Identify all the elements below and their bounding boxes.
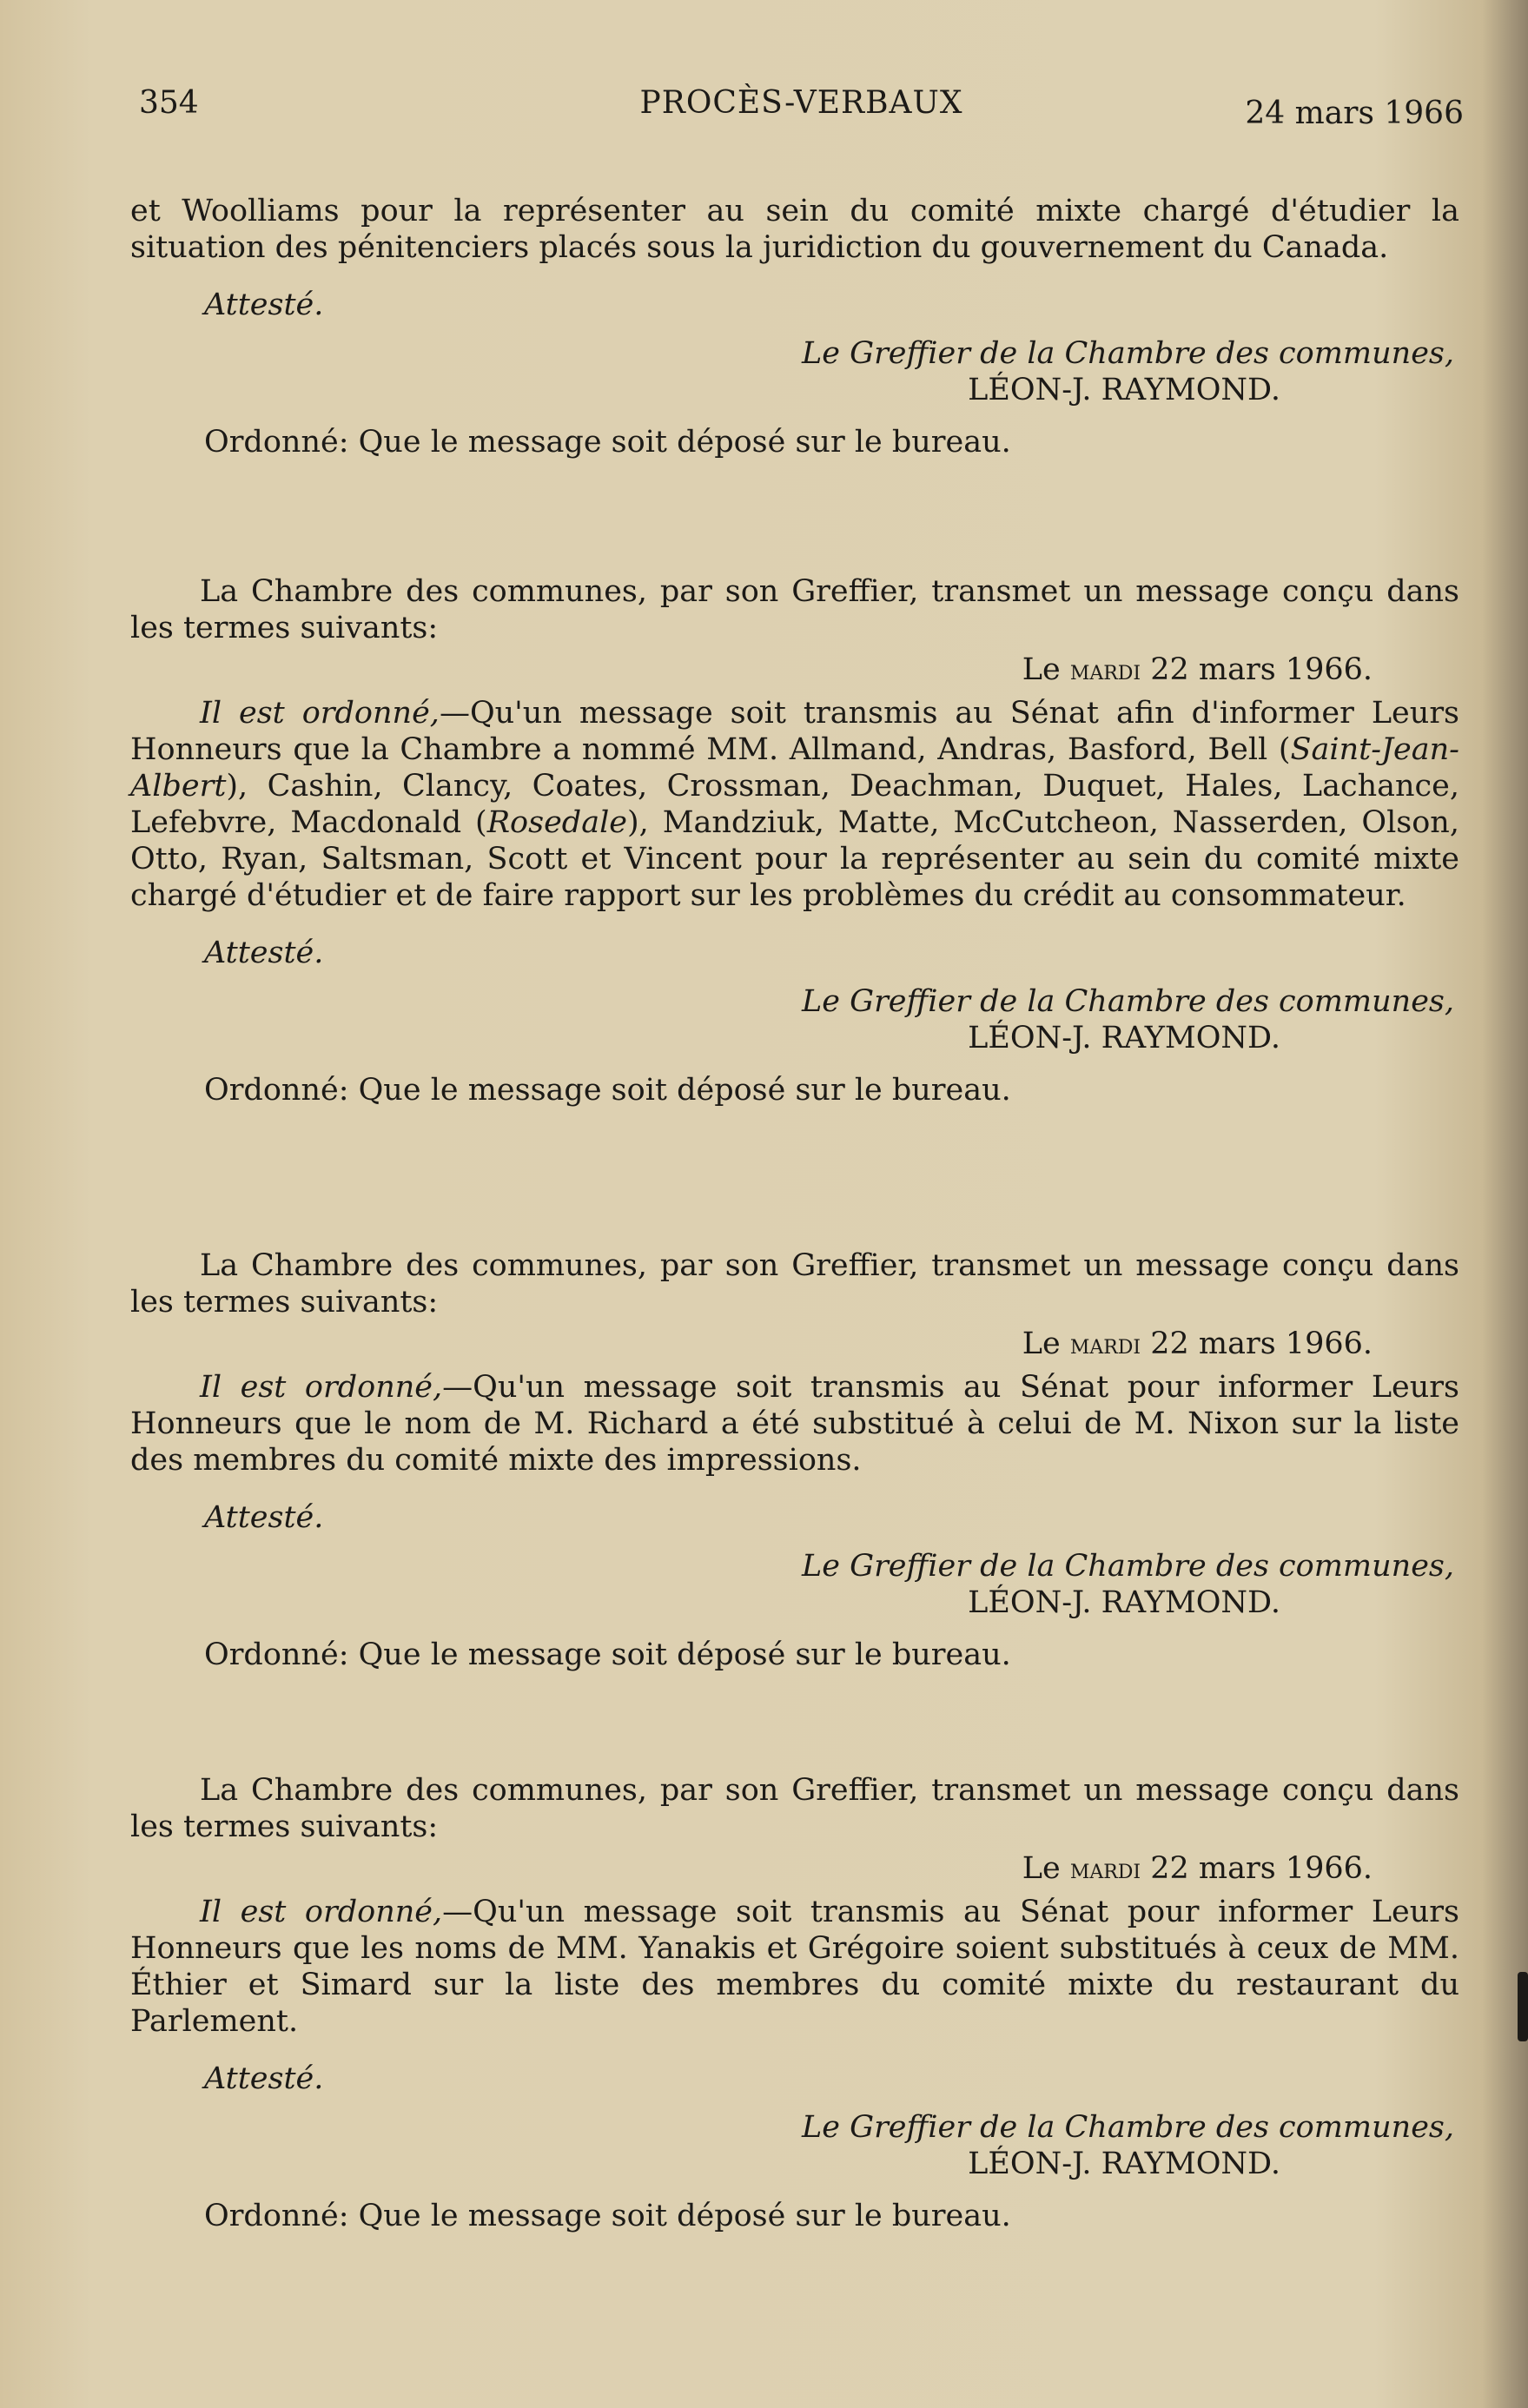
message-block — [130, 573, 1459, 1108]
header-date: 24 mars 1966 — [1245, 96, 1464, 131]
signature-name: LÉON-J. RAYMOND. — [968, 2147, 1280, 2181]
message-block — [130, 1247, 1459, 1673]
intro-block — [130, 193, 1459, 460]
signature-role: Le Greffier de la Chambre des communes, — [802, 2110, 1454, 2145]
attest-label: Attesté. — [204, 288, 324, 322]
message-date: Le mardi 22 mars 1966. — [1022, 1851, 1373, 1886]
signature-block — [130, 1548, 1459, 1621]
signature-block — [130, 2109, 1459, 2182]
attest-label: Attesté. — [204, 2061, 324, 2096]
message-intro: La Chambre des communes, par son Greffier, transmet un message conçu dans les termes suivants: — [130, 1773, 1459, 1844]
intro-paragraph: et Woolliams pour la représenter au sein du comité mixte chargé d'étudier la situation des pénitenciers placés sous la juridiction du gouvernement du Canada. — [130, 194, 1459, 265]
signature-role: Le Greffier de la Chambre des communes, — [802, 984, 1454, 1019]
signature-role: Le Greffier de la Chambre des communes, — [802, 336, 1454, 371]
signature-role: Le Greffier de la Chambre des communes, — [802, 1549, 1454, 1584]
message-date: Le mardi 22 mars 1966. — [1022, 1326, 1373, 1361]
page-header — [139, 85, 1464, 137]
signature-name: LÉON-J. RAYMOND. — [968, 373, 1280, 407]
message-intro: La Chambre des communes, par son Greffier, transmet un message conçu dans les termes suivants: — [130, 574, 1459, 645]
order-line: Ordonné: Que le message soit déposé sur le bureau. — [204, 425, 1011, 460]
message-block — [130, 1772, 1459, 2234]
message-body: Il est ordonné,—Qu'un message soit transmis au Sénat pour informer Leurs Honneurs que les noms de MM. Yanakis et Grégoire soient substitués à ceux de MM. Éthier et Simard sur la liste des membres du comité mixte du restaurant du Parlement. — [130, 1895, 1460, 2039]
running-title: PROCÈS-VERBAUX — [639, 85, 963, 121]
signature-block — [130, 335, 1459, 408]
order-line: Ordonné: Que le message soit déposé sur le bureau. — [204, 1073, 1011, 1108]
signature-block — [130, 983, 1459, 1056]
order-line: Ordonné: Que le message soit déposé sur le bureau. — [204, 2199, 1011, 2233]
attest-label: Attesté. — [204, 936, 324, 970]
signature-name: LÉON-J. RAYMOND. — [968, 1585, 1280, 1620]
message-intro: La Chambre des communes, par son Greffier, transmet un message conçu dans les termes suivants: — [130, 1248, 1459, 1320]
message-body: Il est ordonné,—Qu'un message soit transmis au Sénat pour informer Leurs Honneurs que le nom de M. Richard a été substitué à celui de M. Nixon sur la liste des membres du comité mixte des impressions. — [130, 1370, 1460, 1478]
binding-mark — [1518, 1972, 1528, 2041]
message-date: Le mardi 22 mars 1966. — [1022, 652, 1373, 687]
order-line: Ordonné: Que le message soit déposé sur le bureau. — [204, 1637, 1011, 1672]
message-body: Il est ordonné,—Qu'un message soit transmis au Sénat afin d'informer Leurs Honneurs que la Chambre a nommé MM. Allmand, Andras, Basford, Bell (Saint-Jean-Albert), Cashin, Clancy, Coates, Crossman, Deachman, Duquet, Hales, Lachance, Lefebvre, Macdonald (Rosedale), Mandziuk, Matte, McCutcheon, Nasserden, Olson, Otto, Ryan, Saltsman, Scott et Vincent pour la représenter au sein du comité mixte chargé d'étudier et de faire rapport sur les problèmes du crédit au consommateur. — [130, 696, 1460, 913]
signature-name: LÉON-J. RAYMOND. — [968, 1021, 1280, 1055]
attest-label: Attesté. — [204, 1500, 324, 1535]
page-number: 354 — [139, 85, 199, 121]
